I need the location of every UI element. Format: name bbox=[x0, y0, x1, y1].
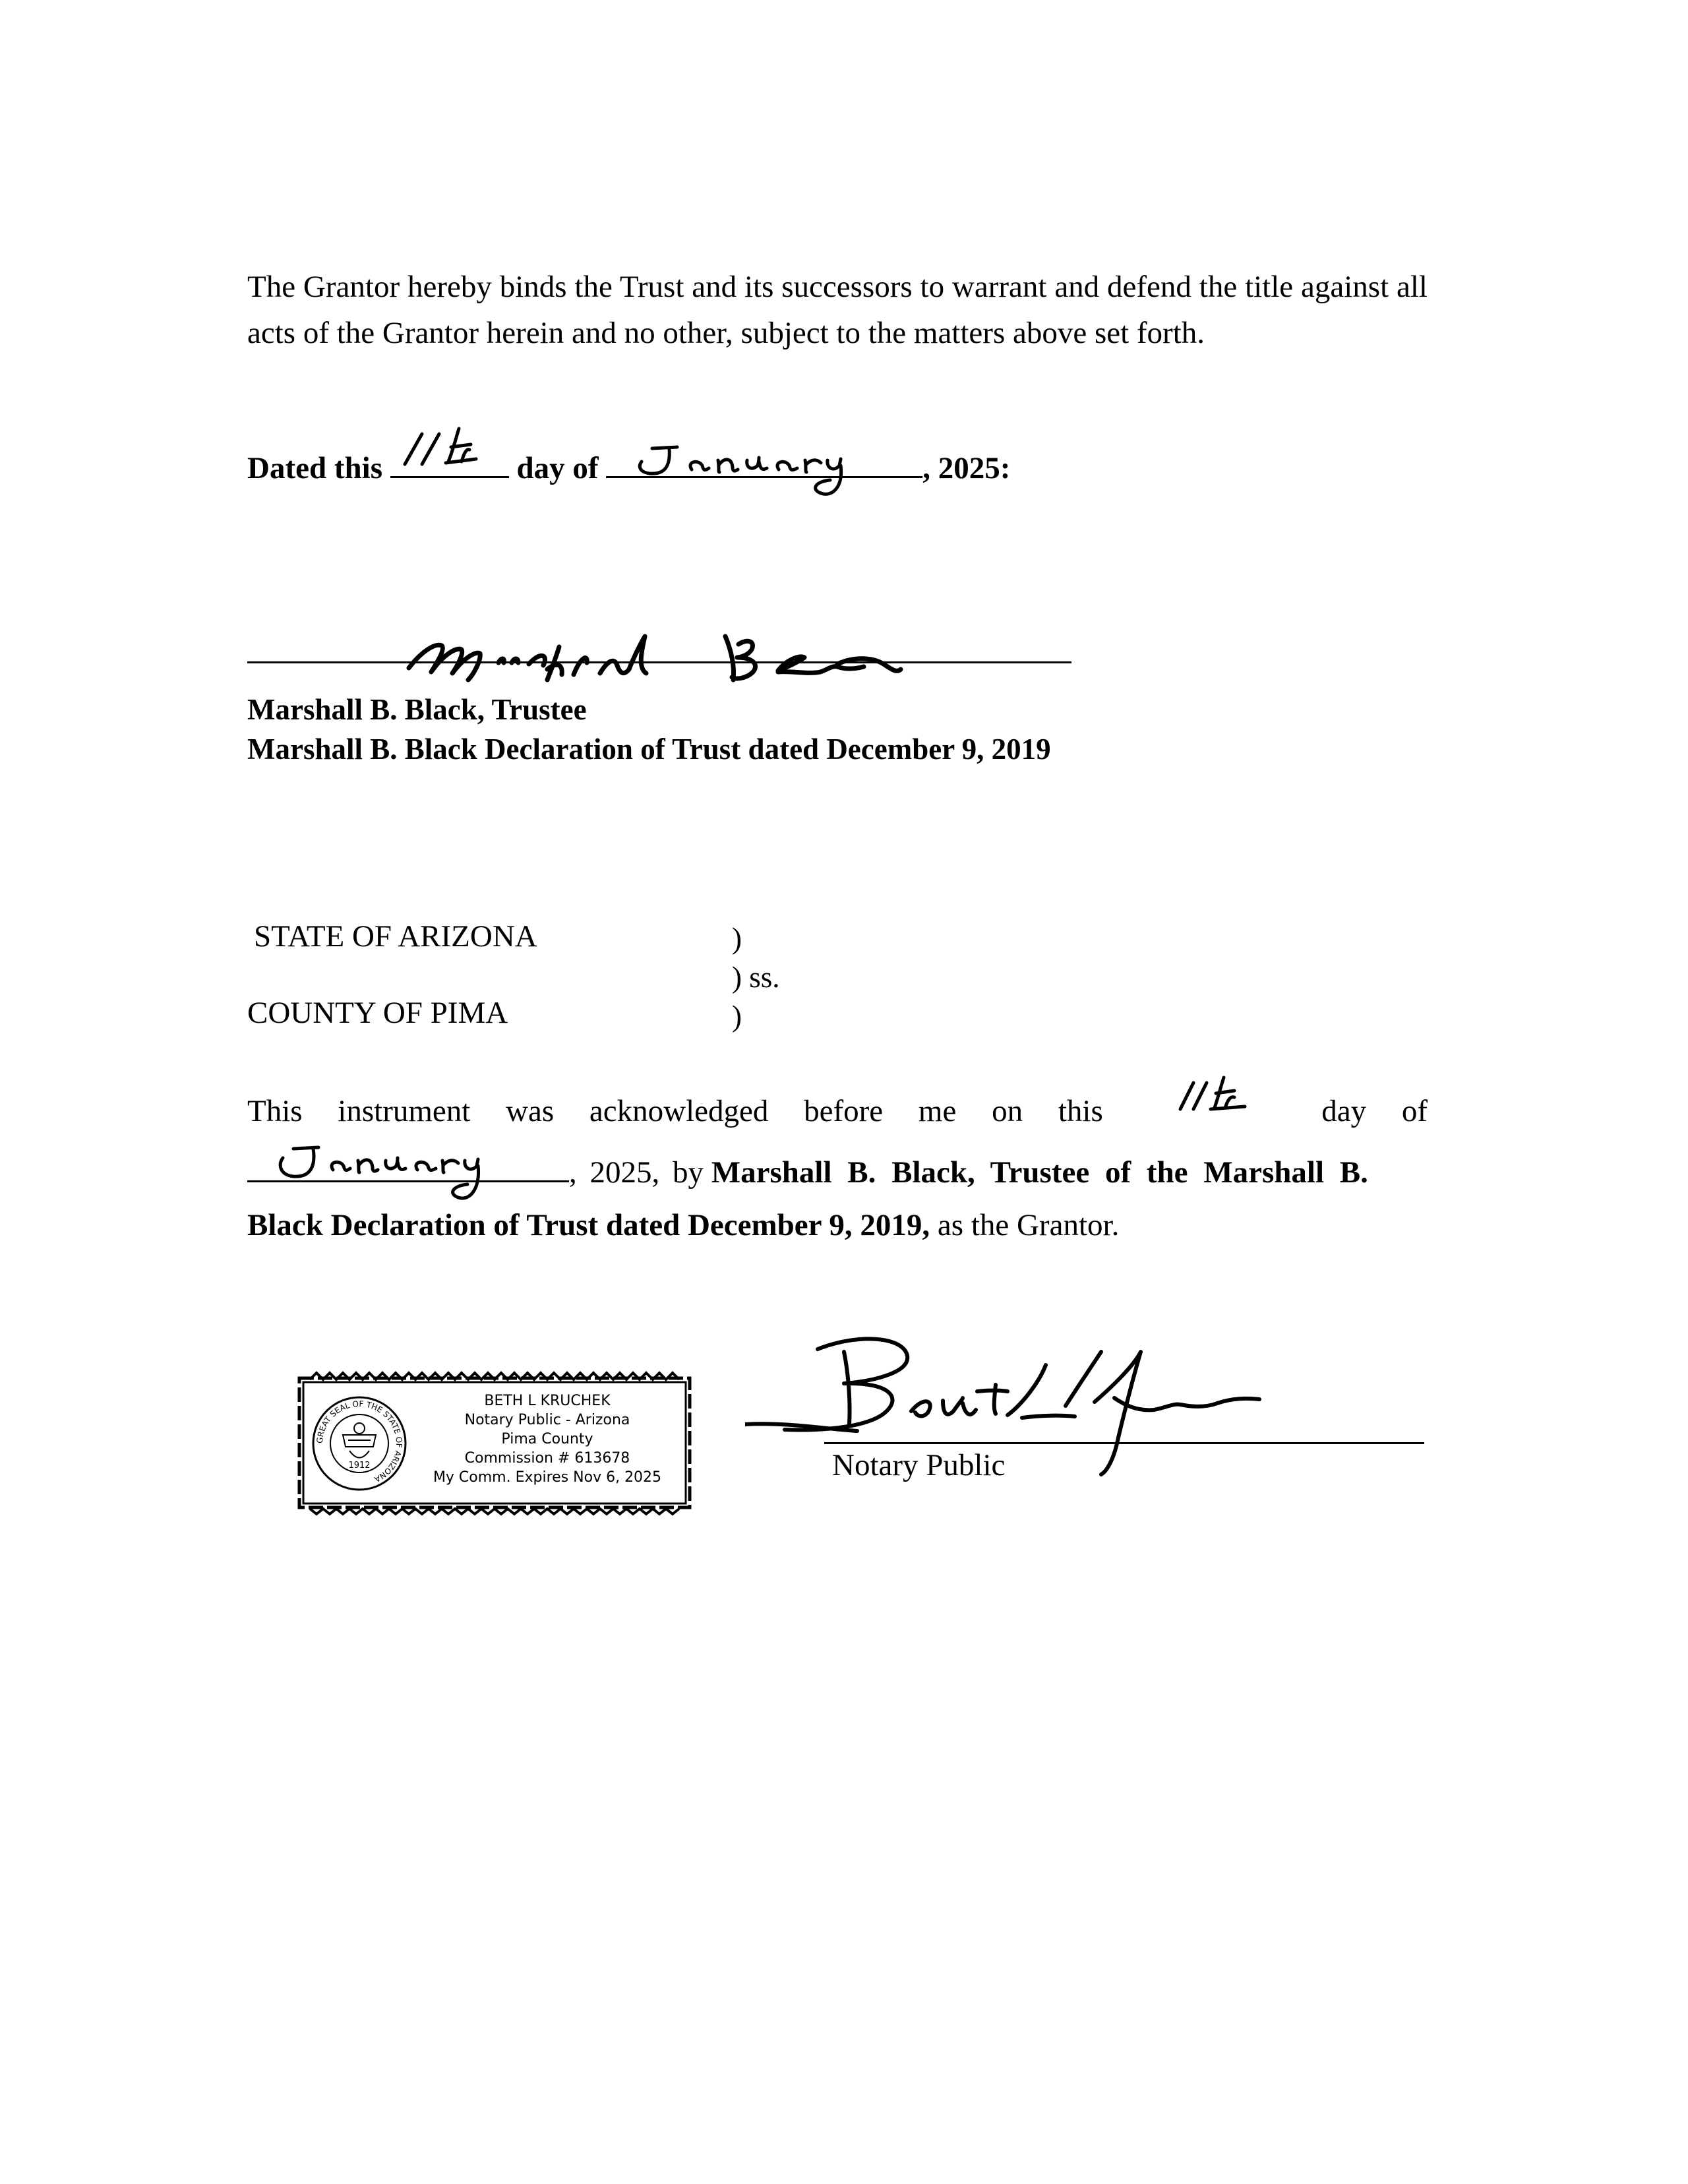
venue-paren-ss: ) ss. bbox=[732, 961, 780, 994]
stamp-notary-title: Notary Public - Arizona bbox=[464, 1412, 630, 1428]
ack-part2: day of bbox=[1321, 1094, 1428, 1128]
ack-handwritten-day bbox=[1171, 1068, 1253, 1121]
stamp-county: Pima County bbox=[501, 1431, 593, 1447]
ack-bold-line3: Black Declaration of Trust dated December 9, 2019, bbox=[247, 1208, 930, 1242]
dated-month-blank bbox=[606, 442, 922, 478]
state-seal bbox=[310, 1394, 409, 1493]
venue-paren-3: ) bbox=[732, 1000, 742, 1033]
ack-line-2 bbox=[247, 1146, 1428, 1196]
warranty-text: The Grantor hereby binds the Trust and its successors to warrant and defend the title against all acts of the Grantor herein and no other, subject to the matters above set forth. bbox=[247, 270, 1428, 350]
ack-line-3 bbox=[247, 1202, 1119, 1248]
stamp-text-block bbox=[409, 1391, 686, 1487]
warranty-paragraph bbox=[247, 264, 1428, 356]
dated-line bbox=[247, 442, 1010, 491]
venue-state: STATE OF ARIZONA bbox=[254, 919, 537, 954]
dated-prefix: Dated this bbox=[247, 451, 382, 485]
seal-ring-text: GREAT SEAL OF THE STATE OF ARIZONA bbox=[315, 1399, 404, 1484]
notary-public-label: Notary Public bbox=[832, 1448, 1006, 1482]
ack-month-blank bbox=[247, 1146, 569, 1182]
svg-text:GREAT SEAL OF THE STATE OF ARI bbox=[315, 1399, 404, 1484]
dated-middle: day of bbox=[516, 451, 599, 485]
ack-day-blank bbox=[1171, 1088, 1253, 1122]
grantor-trust-line: Marshall B. Black Declaration of Trust dated December 9, 2019 bbox=[247, 733, 1051, 766]
handwritten-day bbox=[390, 422, 509, 475]
ack-line-1 bbox=[247, 1088, 1428, 1134]
ack-bold-line2: Marshall B. Black, Trustee of the Marshall B. bbox=[711, 1155, 1368, 1190]
notary-stamp bbox=[290, 1370, 699, 1517]
ack-part1: This instrument was acknowledged before me on this bbox=[247, 1094, 1103, 1128]
dated-day-blank bbox=[390, 442, 509, 478]
ack-part4: as the Grantor. bbox=[937, 1208, 1120, 1242]
stamp-expires: My Comm. Expires Nov 6, 2025 bbox=[433, 1469, 662, 1486]
grantor-name-line: Marshall B. Black, Trustee bbox=[247, 693, 587, 726]
venue-county: COUNTY OF PIMA bbox=[247, 996, 508, 1030]
stamp-notary-name: BETH L KRUCHEK bbox=[484, 1393, 611, 1409]
venue-paren-1: ) bbox=[732, 922, 742, 955]
seal-year: 1912 bbox=[348, 1461, 371, 1471]
handwritten-month bbox=[606, 429, 922, 514]
dated-suffix: , 2025: bbox=[922, 451, 1011, 485]
ack-part3: , 2025, by bbox=[569, 1155, 704, 1190]
stamp-commission: Commission # 613678 bbox=[464, 1450, 630, 1467]
